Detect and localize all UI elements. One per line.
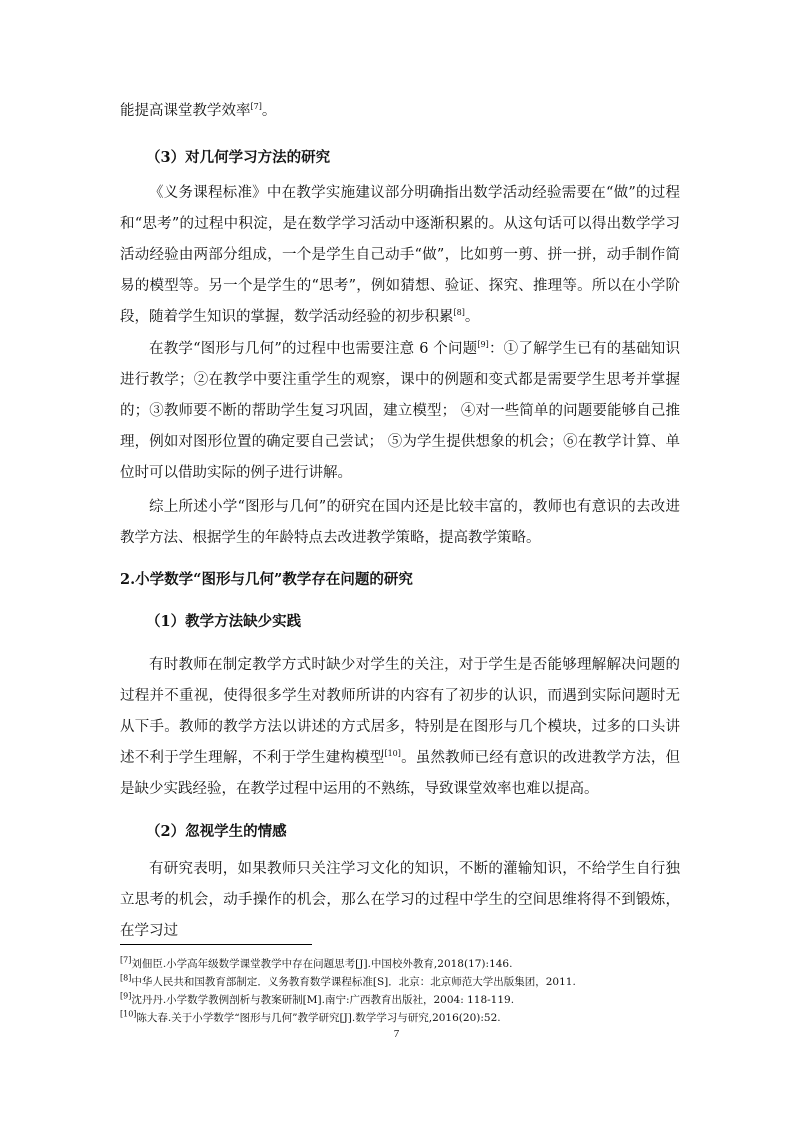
paragraph-six-issues: 在教学“图形与几何”的过程中也需要注意 6 个问题[9]：①了解学生已有的基础知识进行教学；②在教学中要注重学生的观察，课中的例题和变式都是需要学生思考并掌握的；③教师要不断的帮助学生复习巩固，建立模型； ④对一些简单的问题要能够自己推理，例如对图形位置的确定要自己尝试； ⑤为学生提供想象的机会；⑥在教学计算、单位时可以借助实际的例子进行讲解。 [120,340,681,481]
page-number: 7 [393,1028,400,1040]
paragraph-continuation: 能提高课堂教学效率[7]。 [120,102,277,119]
footnote-7: [7]刘佃臣.小学高年级数学课堂教学中存在问题思考[J].中国校外教育,2018(17):146. [120,955,513,970]
citation-ref: [7] [250,102,262,112]
footnotes [120,955,680,1027]
paragraph-emotion: 有研究表明，如果教师只关注学习文化的知识，不断的灌输知识，不给学生自行独立思考的机会，动手操作的机会，那么在学习的过程中学生的空间思维将得不到锻炼，在学习过 [120,861,680,939]
section-heading-2: 2.小学数学“图形与几何”教学存在问题的研究 [120,571,413,588]
paragraph-activity-experience: 《义务课程标准》中在教学实施建议部分明确指出数学活动经验需要在“做”的过程和“思考”的过程中积淀，是在数学学习活动中逐渐积累的。从这句话可以得出数学学习活动经验由两部分组成，一个是学生自己动手“做”，比如剪一剪、拼一拼，动手制作简易的模型等。另一个是学生的“思考”，例如猜想、验证、探究、推理等。所以在小学阶段，随着学生知识的掌握，数学活动经验的初步积累[8]。 [120,185,680,325]
citation-ref: [10] [384,749,401,759]
section-heading-3: （3）对几何学习方法的研究 [146,149,331,166]
footnote-separator [120,944,312,945]
citation-ref: [9] [477,340,489,350]
paragraph-summary: 综上所述小学“图形与几何”的研究在国内还是比较丰富的，教师也有意识的去改进教学方法、根据学生的年龄特点去改进教学策略，提高教学策略。 [120,499,680,546]
section-heading-2b: （2）忽视学生的情感 [146,823,287,840]
footnote-9: [9]沈丹丹.小学数学教例剖析与教案研制[M].南宁:广西教育出版社，2004: 118-119. [120,991,515,1006]
footnote-8: [8]中华人民共和国教育部制定．义务教育数学课程标准[S]．北京：北京师范大学出版集团，2011. [120,973,576,988]
paragraph-lack-practice: 有时教师在制定教学方式时缺少对学生的关注，对于学生是否能够理解解决问题的过程并不重视，使得很多学生对教师所讲的内容有了初步的认识，而遇到实际问题时无从下手。教师的教学方法以讲述的方式居多，特别是在图形与几个模块，过多的口头讲述不利于学生理解，不利于学生建构模型[10]。虽然教师已经有意识的改进教学方法，但是缺少实践经验，在教学过程中运用的不熟练，导致课堂效率也难以提高。 [120,657,681,797]
citation-ref: [8] [453,308,465,318]
section-heading-1: （1）教学方法缺少实践 [146,613,302,630]
footnote-10: [10]陈大春.关于小学数学“图形与几何”教学研究[J].数学学习与研究,2016(20):52. [120,1009,501,1024]
